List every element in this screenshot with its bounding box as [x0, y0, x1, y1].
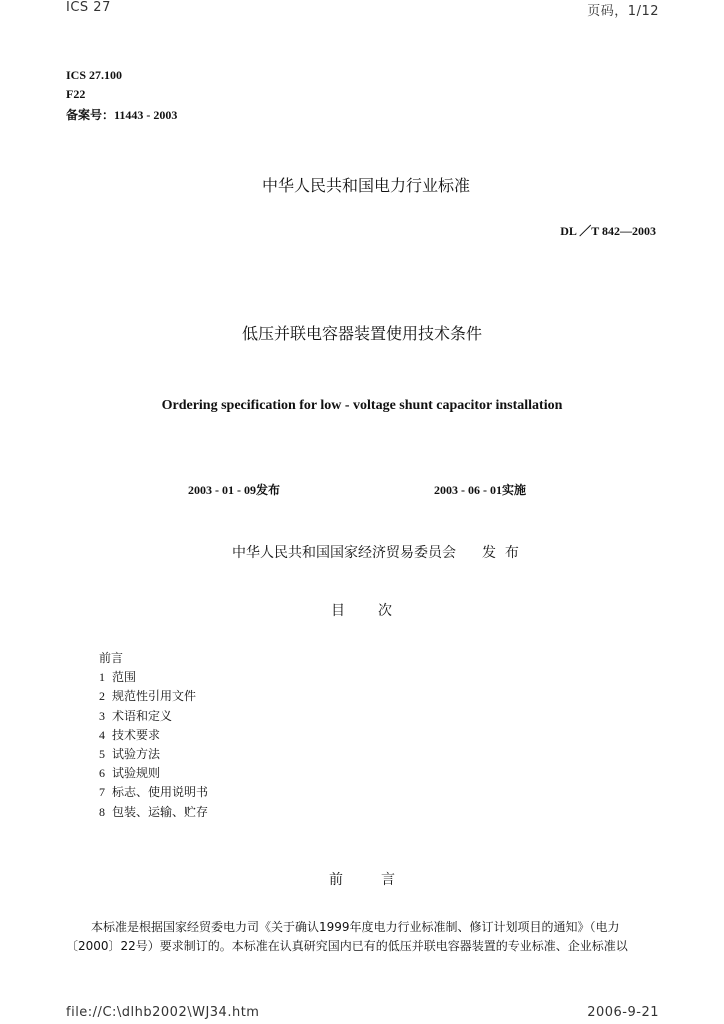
class-code: F22: [66, 87, 86, 101]
toc-item-label: 术语和定义: [112, 708, 173, 723]
toc-item-label: 标志、使用说明书: [112, 785, 209, 800]
toc-item: [99, 745, 208, 764]
implementation-date: 2003 - 06 - 01实施: [434, 483, 526, 497]
toc-item: [99, 783, 208, 802]
toc-item: [99, 726, 208, 745]
toc-item-number: 7: [99, 785, 105, 800]
toc-item: [99, 649, 208, 668]
toc-heading-left: 目: [331, 603, 345, 619]
toc-item: [99, 707, 208, 726]
toc-item-label: 技术要求: [112, 727, 161, 742]
toc-item-label: 试验方法: [112, 746, 161, 761]
header-page-number: 页码，1/12: [587, 4, 659, 19]
toc-item-label: 试验规则: [112, 766, 161, 781]
table-of-contents: [99, 649, 208, 822]
toc-item: [99, 764, 208, 783]
record-number: 备案号：11443 - 2003: [66, 108, 178, 122]
title-chinese: 低压并联电容器装置使用技术条件: [241, 324, 482, 343]
toc-item-label: 规范性引用文件: [112, 689, 197, 704]
toc-item-number: 6: [99, 766, 105, 781]
standard-type: 中华人民共和国电力行业标准: [261, 176, 470, 195]
toc-heading-right: 次: [378, 603, 392, 619]
foreword-line-2: 〔2000〕22号）要求制订的。本标准在认真研究国内已有的低压并联电容器装置的专业标准、企业标准以: [66, 939, 628, 953]
toc-item-number: 8: [99, 804, 105, 819]
footer-date: 2006-9-21: [587, 1005, 659, 1020]
toc-item: [99, 687, 208, 706]
issue-date: 2003 - 01 - 09发布: [188, 483, 280, 497]
toc-item-number: 1: [99, 670, 105, 685]
toc-item-number: 4: [99, 727, 105, 742]
toc-item: [99, 668, 208, 687]
publisher: 中华人民共和国国家经济贸易委员会: [232, 545, 456, 561]
toc-item-number: 2: [99, 689, 105, 704]
foreword-line-1: 本标准是根据国家经贸委电力司《关于确认1999年度电力行业标准制、修订计划项目的通知》（电力: [91, 920, 620, 934]
foreword-heading-right: 言: [381, 872, 395, 888]
footer-file-path: file://C:\dlhb2002\WJ34.htm: [66, 1005, 260, 1020]
toc-item-label: 前言: [99, 651, 124, 665]
header-left: ICS 27: [66, 0, 111, 15]
foreword-heading-left: 前: [329, 872, 343, 888]
toc-item: [99, 803, 208, 822]
toc-item-label: 包装、运输、贮存: [112, 804, 209, 819]
toc-item-label: 范围: [112, 670, 137, 685]
toc-item-number: 3: [99, 708, 105, 723]
standard-number: DL ／T 842—2003: [560, 224, 656, 238]
title-english: Ordering specification for low - voltage shunt capacitor installation: [161, 398, 563, 413]
ics-code: ICS 27.100: [66, 68, 123, 82]
publisher-action: 发 布: [482, 545, 519, 561]
toc-item-number: 5: [99, 746, 105, 761]
